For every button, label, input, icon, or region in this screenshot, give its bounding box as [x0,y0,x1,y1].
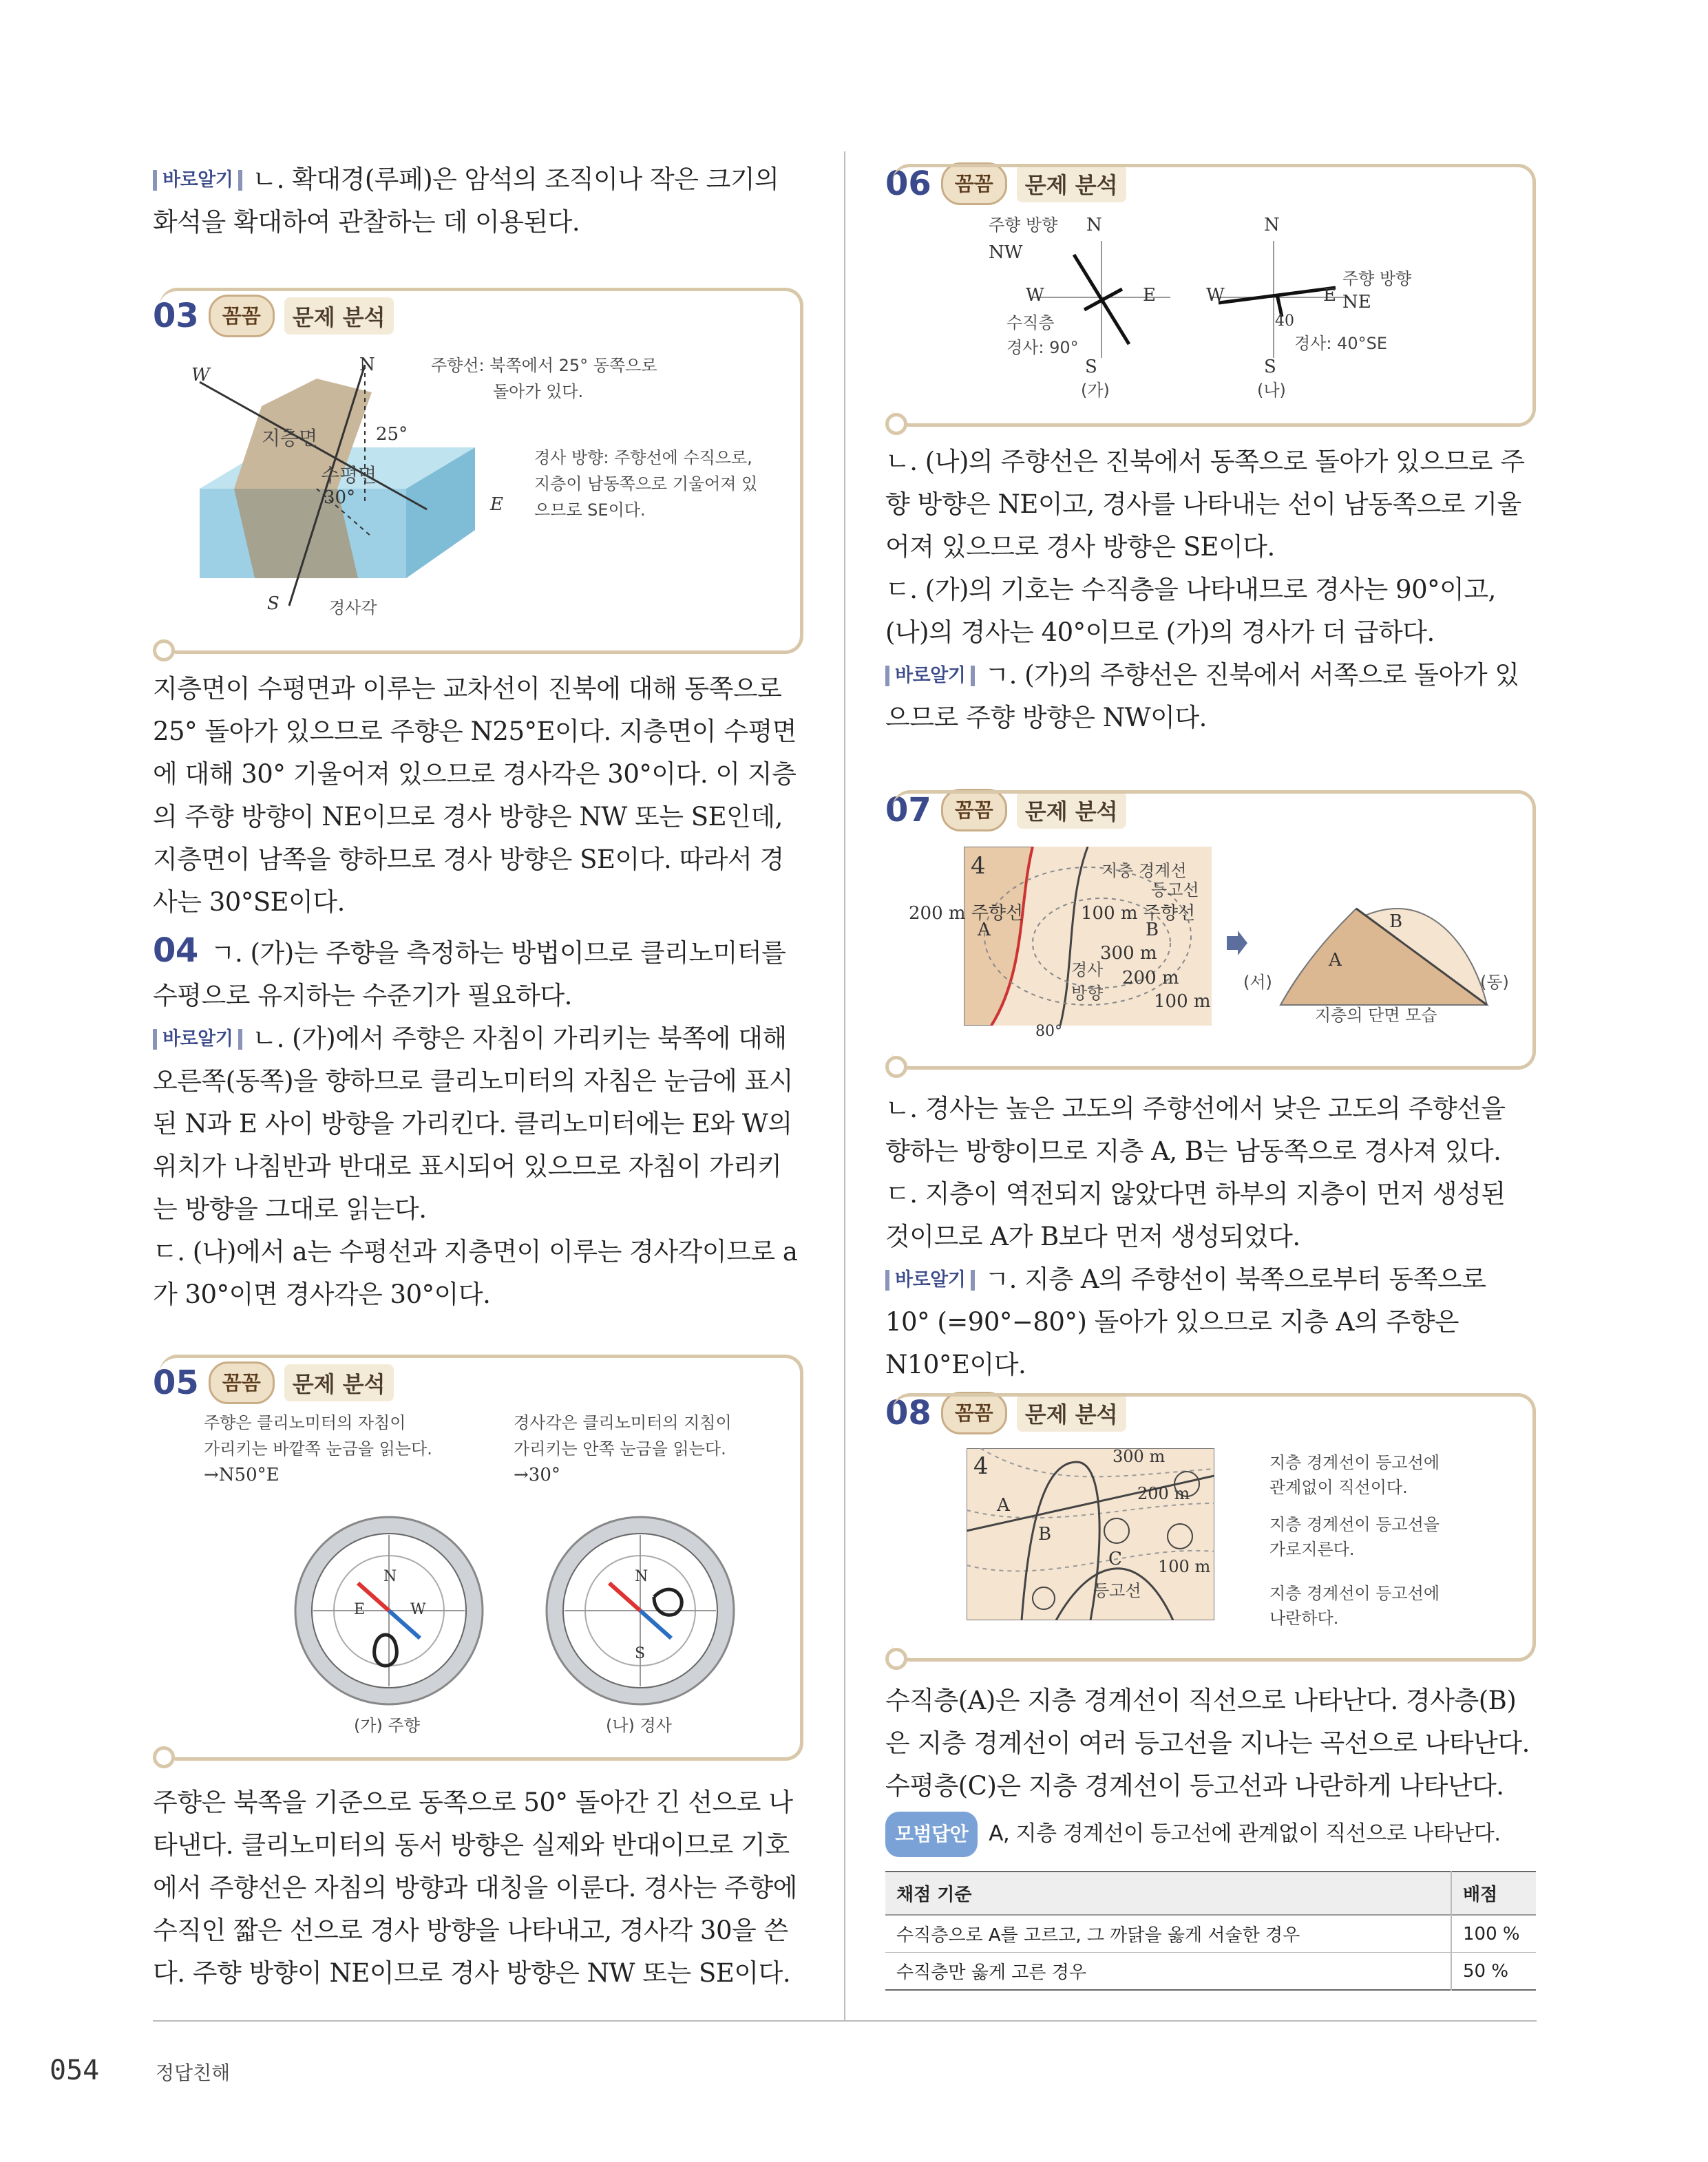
baro-tag: 바로알기 [153,170,242,191]
q08-num4: 4 [973,1452,989,1480]
column-divider [844,151,845,2020]
analysis-label: 문제 분석 [284,1364,394,1401]
box-dot [885,1648,907,1670]
q07-m100: 100 m [1154,991,1211,1012]
kkom-badge: 꼼꼼 [941,162,1007,205]
q08-a: A [997,1495,1010,1516]
q03-number: 03 [153,297,199,335]
q03-dip-note-3: 으므로 SE이다. [534,500,646,520]
q07-p3: ㄱ. 지층 A의 주향선이 북쪽으로부터 동쪽으로 10° (=90°−80°) 돌아가 있으므로 지층 A의 주향은 N10°E이다. [885,1264,1486,1379]
clino-a-e: E [354,1601,366,1618]
q05-caption-b: (나) 경사 [606,1716,672,1735]
q08-text: 수직층(A)은 지층 경계선이 직선으로 나타난다. 경사층(B)은 지층 경계선이 여러 등고선을 지나는 곡선으로 나타난다. 수평층(C)은 지층 경계선이 등고선과 나란하게 나타난다. [885,1686,1530,1801]
clinometer-dip [544,1514,737,1707]
q07-west: (서) [1243,973,1272,992]
q06a-vert: 수직층 [1006,313,1055,332]
q03-angle30: 30° [324,487,356,508]
q07-p1: ㄴ. 경사는 높은 고도의 주향선에서 낮은 고도의 주향선을 향하는 방향이므로 지층 A, B는 남동쪽으로 경사져 있다. [885,1094,1506,1166]
box-dot [153,1746,175,1768]
table-cell: 수직층으로 A를 고르고, 그 까닭을 옳게 서술한 경우 [885,1915,1451,1953]
q07-p2: ㄷ. 지층이 역전되지 않았다면 하부의 지층이 먼저 생성된 것이므로 A가 B보다 먼저 생성되었다. [885,1179,1506,1251]
q05-number: 05 [153,1364,199,1402]
q05-caption-a: (가) 주향 [354,1716,420,1735]
q07-boundary: 지층 경계선 [1101,861,1187,880]
q05-note-b-3: →30° [514,1465,560,1485]
q08-m300: 300 m [1113,1447,1166,1466]
table-header-criteria: 채점 기준 [885,1872,1451,1915]
q05-note-b-1: 경사각은 클리노미터의 지침이 [514,1413,732,1432]
q08-c: C [1108,1549,1122,1569]
table-header-score: 배점 [1463,1885,1498,1905]
scoring-table [885,1871,1536,1991]
q07-m300: 300 m [1100,943,1157,964]
q04-p3: ㄷ. (나)에서 a는 수평선과 지층면이 이루는 경사각이므로 a가 30°이면 경사각은 30°이다. [153,1237,798,1309]
q07-explanation [885,1088,1536,1386]
q03-dip-note-2: 지층이 남동쪽으로 기울어져 있 [534,474,758,494]
box-dot [885,413,907,435]
q06a-strike: 주향 방향 [989,215,1058,235]
q06b-e: E [1323,285,1336,306]
analysis-label: 문제 분석 [284,297,394,335]
q03-strike-note-2: 돌아가 있다. [493,382,584,401]
q07-c100: 100 m 주향선 [1081,903,1196,924]
q07-section: 지층의 단면 모습 [1315,1006,1437,1025]
q05-note-a-1: 주향은 클리노미터의 자침이 [204,1413,406,1432]
q05-note-a-3: →N50°E [204,1465,280,1485]
kkom-badge: 꼼꼼 [209,1361,275,1404]
q07-sec-a: A [1329,950,1342,971]
q08-explanation [885,1679,1536,1857]
kkom-badge: 꼼꼼 [941,1392,1007,1434]
q06a-caption: (가) [1081,381,1110,400]
q06-number: 06 [885,165,931,203]
q08-note2-2: 가로지른다. [1269,1540,1355,1559]
analysis-label: 문제 분석 [1017,1395,1126,1432]
q06a-nw: NW [989,242,1023,263]
q08-note3-2: 나란하다. [1269,1609,1339,1628]
q03-angle25: 25° [376,424,408,445]
q08-map [967,1448,1214,1620]
q07-c200: 200 m 주향선 [909,903,1024,924]
q06a-s: S [1085,357,1097,377]
q03-e-label: E [490,494,503,515]
intro-text: ㄴ. 확대경(루페)은 암석의 조직이나 작은 크기의 화석을 확대하여 관찰하는 데 이용된다. [153,165,779,237]
q07-deg80: 80° [1035,1023,1062,1040]
q07-number: 07 [885,791,931,829]
q07-cross-section [1274,902,1494,1012]
q06b-strike: 주향 방향 [1342,269,1412,288]
kkom-badge: 꼼꼼 [941,789,1007,831]
q07-east: (동) [1480,973,1509,992]
q08-contour: 등고선 [1093,1581,1141,1600]
q06b-s: S [1264,357,1276,377]
q06-explanation [885,441,1536,739]
table-row [885,1915,1536,1953]
q08-m100: 100 m [1158,1557,1211,1576]
q06b-n: N [1264,215,1280,235]
q04-number: 04 [153,931,198,970]
q03-explanation [153,668,803,924]
clino-b-s: S [635,1645,646,1662]
q06a-n: N [1086,215,1102,235]
q06a-e: E [1143,285,1156,306]
clino-a-w: W [410,1601,426,1618]
q03-w-label: W [191,365,210,385]
q06b-40: 40 [1275,312,1294,330]
box-dot [153,639,175,661]
q06a-w: W [1026,285,1044,306]
q06b-caption: (나) [1257,381,1286,400]
table-cell: 100 % [1463,1923,1520,1944]
q04-p2: ㄴ. (가)에서 주향은 자침이 가리키는 북쪽에 대해 오른쪽(동쪽)을 향하므로 클리노미터의 자침은 눈금에 표시된 N과 E 사이 방향을 가리킨다. 클리노미터에는 E와 W의 위치가 나침반과 반대로 표시되어 있으므로 자침이 가리키는 방향을 그대로 읽는다. [153,1024,793,1224]
q07-num4: 4 [971,852,986,880]
q07-contour: 등고선 [1151,880,1199,900]
q07-dipdir-2: 방향 [1071,984,1104,1003]
q06-p2: ㄷ. (가)의 기호는 수직층을 나타내므로 경사는 90°이고, (나)의 경사는 40°이므로 (가)의 경사가 더 급하다. [885,575,1496,647]
q03-s-label: S [267,593,280,614]
q03-strike-note-1: 주향선: 북쪽에서 25° 동쪽으로 [431,356,657,375]
q04-p1: ㄱ. (가)는 주향을 측정하는 방법이므로 클리노미터를 수평으로 유지하는 수준기가 필요하다. [153,938,786,1010]
q06b-dip: 경사: 40°SE [1294,334,1388,353]
q08-note1-1: 지층 경계선이 등고선에 [1269,1453,1440,1472]
q04-block [153,929,803,1316]
q07-a: A [978,920,991,940]
q03-dip-angle: 경사각 [329,598,377,617]
analysis-label: 문제 분석 [1017,165,1126,202]
left-intro [153,158,803,244]
q08-number: 08 [885,1394,931,1432]
q07-sec-b: B [1389,911,1403,932]
q07-b: B [1146,920,1159,940]
kkom-badge: 꼼꼼 [209,295,275,337]
baro-tag: 바로알기 [153,1029,242,1050]
q03-dip-note-1: 경사 방향: 주향선에 수직으로, [534,448,752,467]
q05-note-a-2: 가리키는 바깥쪽 눈금을 읽는다. [204,1439,432,1459]
table-row [885,1953,1536,1991]
q05-text: 주향은 북쪽을 기준으로 동쪽으로 50° 돌아간 긴 선으로 나타낸다. 클리노미터의 동서 방향은 실제와 반대이므로 기호에서 주향선은 자침의 방향과 대칭을 이룬다. 경사는 주향에 수직인 짧은 선으로 경사 방향을 나타내고, 경사각 30을 쓴다. 주향 방향이 NE이므로 경사 방향은 NW 또는 SE이다. [153,1788,797,1988]
q06-p1: ㄴ. (나)의 주향선은 진북에서 동쪽으로 돌아가 있으므로 주향 방향은 NE이고, 경사를 나타내는 선이 남동쪽으로 기울어져 있으므로 경사 방향은 SE이다. [885,447,1525,562]
right-arrow-icon [1224,931,1249,955]
q08-model-answer: A, 지층 경계선이 등고선에 관계없이 직선으로 나타난다. [989,1821,1501,1846]
q03-text: 지층면이 수평면과 이루는 교차선이 진북에 대해 동쪽으로 25° 돌아가 있으므로 주향은 N25°E이다. 지층면이 수평면에 대해 30° 기울어져 있으므로 경사각은 30°이다. 이 지층의 주향 방향이 NE이므로 경사 방향은 NW 또는 SE인데, 지층면이 남쪽을 향하므로 경사 방향은 SE이다. 따라서 경사는 30°SE이다. [153,674,797,917]
q07-dipdir-1: 경사 [1071,960,1104,979]
q07-m200: 200 m [1122,968,1179,988]
box-dot [885,1056,907,1078]
q03-n-label: N [359,354,375,375]
q03-bed-label: 지층면 [262,427,318,449]
q03-horizontal-label: 수평면 [321,464,377,487]
table-cell: 수직층만 옳게 고른 경우 [885,1953,1451,1991]
clino-a-n: N [383,1568,397,1585]
q06b-w: W [1206,285,1225,306]
q08-note1-2: 관계없이 직선이다. [1269,1478,1408,1497]
clinometer-strike [293,1514,485,1707]
model-answer-badge: 모범답안 [885,1812,978,1857]
page-number: 054 [50,2055,100,2086]
q06b-ne: NE [1342,292,1371,312]
footer-rule [153,2020,1537,2022]
q08-note3-1: 지층 경계선이 등고선에 [1269,1584,1440,1603]
clino-b-n: N [635,1568,649,1585]
baro-tag: 바로알기 [885,666,975,686]
q05-explanation [153,1781,803,1995]
q06a-dip: 경사: 90° [1006,338,1079,357]
baro-tag: 바로알기 [885,1270,975,1291]
q08-b: B [1038,1524,1052,1545]
q08-note2-1: 지층 경계선이 등고선을 [1269,1515,1440,1534]
q05-note-b-2: 가리키는 안쪽 눈금을 읽는다. [514,1439,726,1459]
q08-m200: 200 m [1137,1484,1190,1503]
table-cell: 50 % [1463,1960,1509,1982]
q06-p3: ㄱ. (가)의 주향선은 진북에서 서쪽으로 돌아가 있으므로 주향 방향은 NW이다. [885,660,1519,732]
footer-title: 정답친해 [156,2062,231,2084]
analysis-label: 문제 분석 [1017,792,1126,829]
